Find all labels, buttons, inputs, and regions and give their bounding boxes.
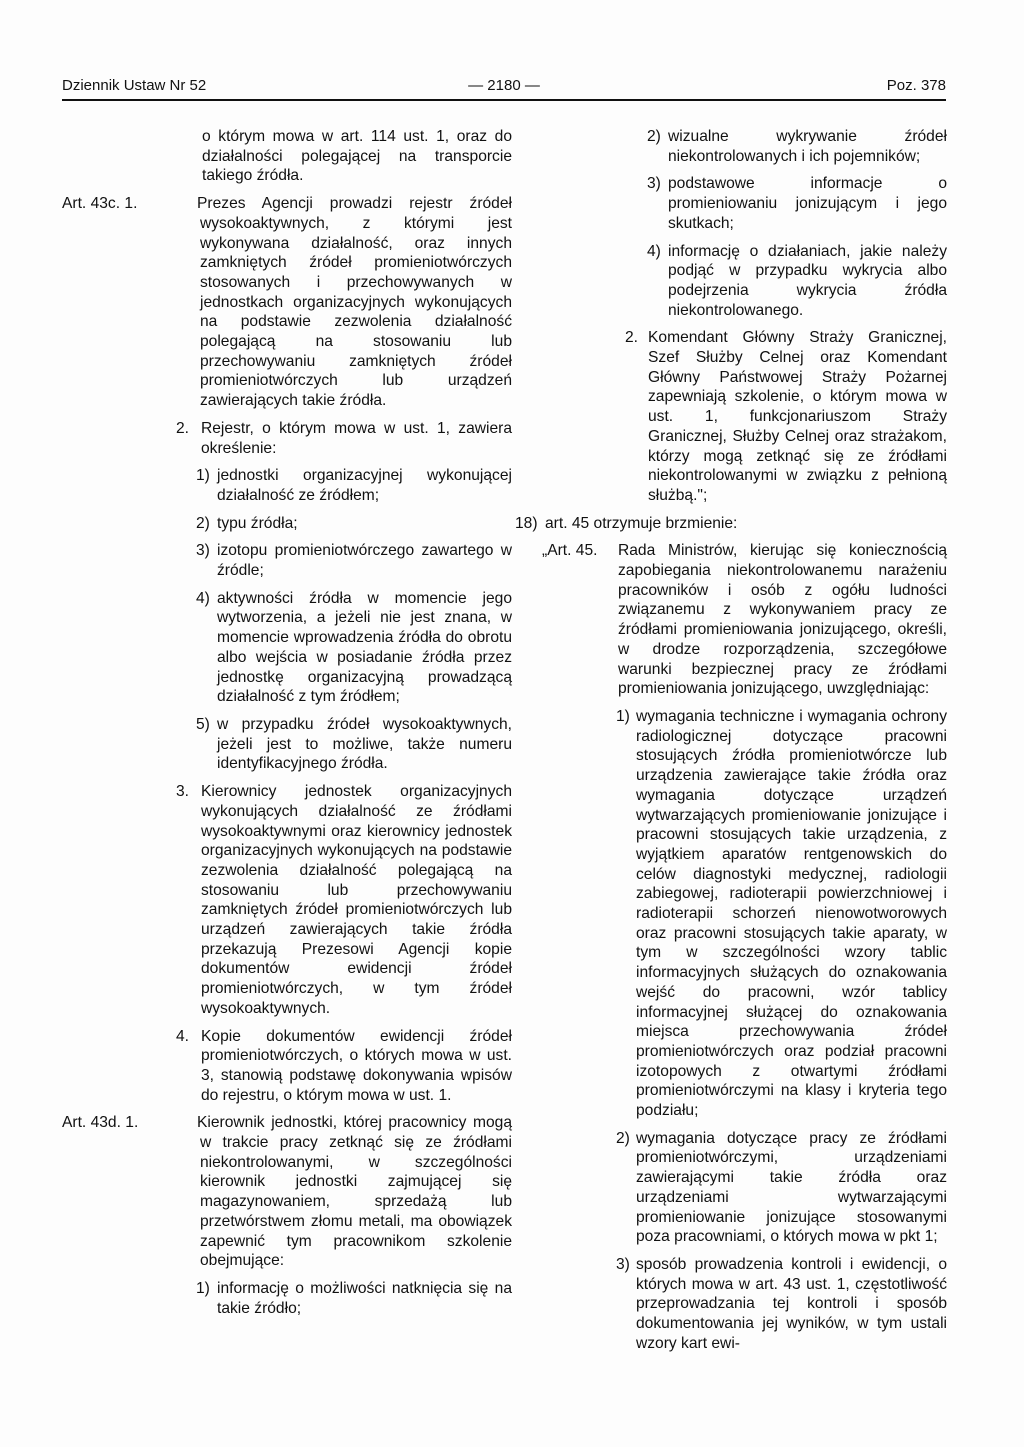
continuation-paragraph [62,127,512,186]
list-item [62,589,512,707]
list-item-number: 4) [647,242,661,260]
article-43c-para-3 [62,782,512,1018]
para-number: 2. [625,329,639,347]
list-item-number: 2) [647,128,661,145]
page-number: — 2180 — [468,77,540,94]
list-item-text: informację o możliwości natknięcia się na takie źródło; [217,1279,512,1317]
article-43c [62,194,512,411]
article-43d-para-2 [515,328,947,505]
page-header [62,76,946,98]
list-item-number: 1) [196,1279,210,1297]
list-item-text: wymagania dotyczące pracy ze źródłami promieniotwórczymi, urządzeniami zawierającymi takie źródła oraz urządzeniami wytwarzającymi promieniowanie jonizujące stosowanymi poza pracowniami, o których mowa w pkt 1; [636,1129,947,1246]
list-item [62,715,512,774]
list-item-number: 1) [196,467,210,485]
para-text: Kierownicy jednostek organizacyjnych wykonujących działalność ze źródłami wysokoaktywnymi oraz kierownicy jednostek organizacyjnych wykonujących na podstawie zezwolenia działalność polegającą na stosowaniu lub przechowywaniu zamkniętych źródeł promieniotwórczych lub urządzeń zawierających takie źródła przekazują Prezesowi Agencji kopie dokumentów ewidencji źródeł promieniotwórczych, w tym źródeł wysokoaktywnych. [201,783,512,1017]
list-item-text: w przypadku źródeł wysokoaktywnych, jeżeli jest to możliwe, także numeru identyfikacyjnego źródła. [217,715,512,773]
list-item-text: typu źródła; [217,514,298,532]
right-column [515,127,947,1353]
position-number: Poz. 378 [886,77,946,94]
list-item-text: aktywności źródła w momencie jego wytworzenia, a jeżeli nie jest znana, w momencie wprowadzenia źródła do obrotu albo wejścia w posiadanie źródła przez jednostkę organizacyjną prowadzącą działalność z tym źródłem; [217,589,512,706]
point-text: art. 45 otrzymuje brzmienie: [545,514,738,532]
article-43d-label: Art. 43d. 1. [62,1114,139,1132]
list-item [515,174,947,233]
list-item-number: 4) [196,589,210,607]
para-number: 4. [176,1027,190,1045]
list-item [515,1255,947,1354]
list-item-number: 2) [616,1129,630,1147]
article-45-text: Rada Ministrów, kierując się koniecznością zapobiegania niekontrolowanemu narażeniu pracowników i osób z ogółu ludności związanemu z wykonywaniem pracy ze źródłami promieniowania jonizującego, określi, w drodze rozporządzenia, szczegółowe warunki bezpiecznej pracy ze źródłami promieniowania jonizującego, uwzględniając: [618,542,947,698]
list-item [62,541,512,580]
continuation-text: o którym mowa w art. 114 ust. 1, oraz do działalności polegającej na transporcie takiego źródła. [202,128,512,185]
header-rule [62,99,946,101]
para-text: Kopie dokumentów ewidencji źródeł promieniotwórczych, o których mowa w ust. 3, stanowią podstawę dokonywania wpisów do rejestru, o którym mowa w ust. 1. [201,1027,512,1104]
article-45 [515,541,947,699]
list-item [62,1279,512,1318]
list-item [515,242,947,321]
list-item-text: informację o działaniach, jakie należy podjąć w przypadku wykrycia albo podejrzenia wykrycia źródła niekontrolowanego. [668,242,947,319]
para-text: Komendant Główny Straży Granicznej, Szef Służby Celnej oraz Komendant Główny Państwowej Straży Pożarnej zapewniają szkolenie, o którym mowa w ust. 1, funkcjonariuszom Straży Granicznej, Służby Celnej oraz strażakom, którzy mogą zetknąć się ze źródłami niekontrolowanymi w związku z pełnioną służbą."; [648,329,947,504]
list-item-text: izotopu promieniotwórczego zawartego w źródle; [217,542,512,580]
point-18 [515,514,947,534]
list-item-number: 1) [616,707,630,725]
left-column [62,127,512,1318]
para-text: Rejestr, o którym mowa w ust. 1, zawiera określenie: [201,419,512,457]
article-43d [62,1113,512,1271]
article-43c-para-2 [62,419,512,458]
point-number: 18) [515,514,538,532]
list-item [62,514,512,534]
para-number: 3. [176,783,190,801]
list-item-number: 3) [616,1255,630,1273]
list-item-number: 3) [196,542,210,560]
list-item-text: podstawowe informacje o promieniowaniu jonizującym i jego skutkach; [668,175,947,232]
article-43c-para-4 [62,1027,512,1106]
article-43c-text: Prezes Agencji prowadzi rejestr źródeł wysokoaktywnych, z którymi jest wykonywana działalność, oraz innych zamkniętych źródeł promieniotwórczych stosowanych i przechowywanych w jednostkach organizacyjnych wykonujących na podstawie zezwolenia działalność polegającą na stosowaniu lub przechowywaniu zamkniętych źródeł promieniotwórczych lub urządzeń zawierających takie źródła. [197,195,512,410]
list-item-number: 5) [196,715,210,733]
article-45-label: „Art. 45. [542,542,598,560]
list-item-number: 3) [647,175,661,193]
list-item-text: wymagania techniczne i wymagania ochrony radiologicznej dotyczące pracowni stosujących źródła promieniotwórcze lub urządzenia zawierające takie źródła oraz wymagania dotyczące urządzeń wytwarzających promieniowanie jonizujące i pracowni stosujących takie urządzenia, z wyjątkiem aparatów rentgenowskich do celów diagnostyki medycznej, radiologii zabiegowej, radioterapii powierzchniowej i radioterapii schorzeń nienowotworowych oraz pracowni stosujących takie aparaty, w tym w szczególności wzory tablic informacyjnych służących do oznakowania wejść do pracowni, wzór tablicy informacyjnej służącej do oznakowania miejsca przechowywania źródeł promieniotwórczych oraz podział pracowni izotopowych z otwartymi źródłami promieniotwórczymi na klasy i kryteria tego podziału; [636,707,947,1120]
para-number: 2. [176,419,190,437]
list-item [515,127,947,166]
list-item-number: 2) [196,514,210,532]
list-item-text: sposób prowadzenia kontroli i ewidencji, o których mowa w art. 43 ust. 1, częstotliwość przeprowadzania tej kontroli i sposób dokumentowania jej wyników, w tym ustali wzory kart ewi- [636,1255,947,1352]
list-item [515,707,947,1121]
list-item [62,466,512,505]
journal-title: Dziennik Ustaw Nr 52 [62,77,207,94]
article-43d-text: Kierownik jednostki, której pracownicy mogą w trakcie pracy zetknąć się ze źródłami niekontrolowanymi, w szczególności kierownik jednostki zajmującej się magazynowaniem, sprzedażą lub przetwórstwem złomu metali, ma obowiązek zapewnić tym pracownikom szkolenie obejmujące: [197,1114,512,1270]
list-item [515,1129,947,1247]
article-43c-label: Art. 43c. 1. [62,195,138,213]
list-item-text: wizualne wykrywanie źródeł niekontrolowanych i ich pojemników; [668,128,947,165]
list-item-text: jednostki organizacyjnej wykonującej działalność ze źródłem; [217,467,512,504]
